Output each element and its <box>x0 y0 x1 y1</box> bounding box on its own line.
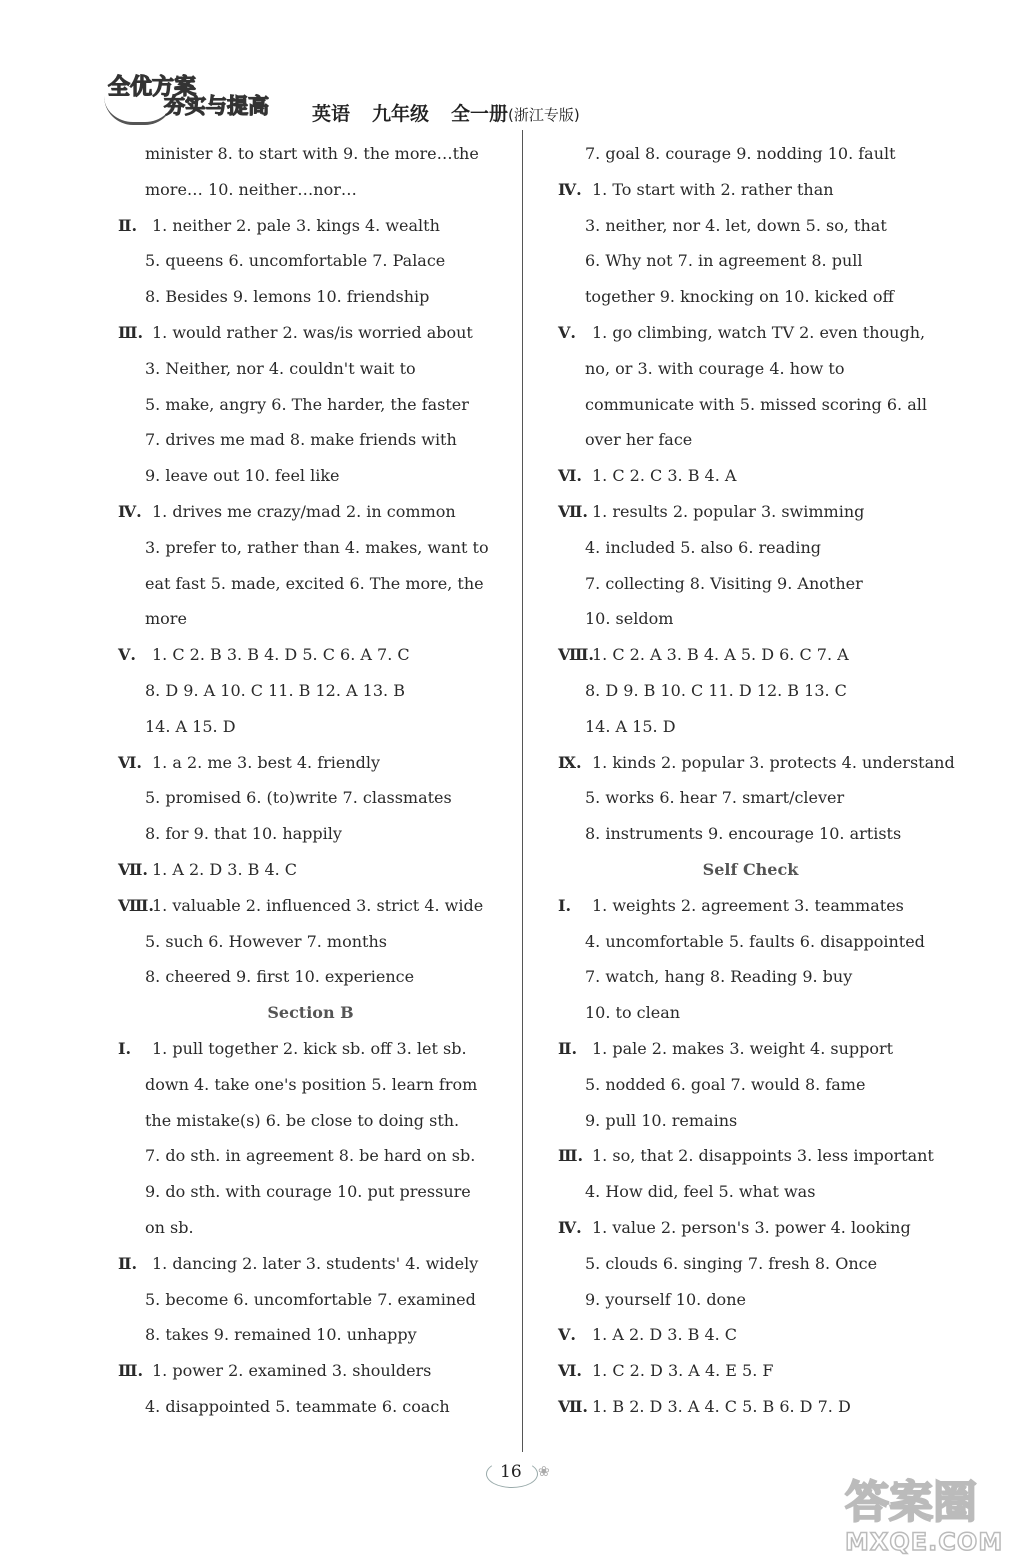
answer-line <box>548 1031 953 1067</box>
column-divider <box>522 130 523 1452</box>
answer-line <box>108 888 513 924</box>
answer-text: 1. results 2. popular 3. swimming <box>592 501 865 521</box>
answer-text: 8. D 9. A 10. C 11. B 12. A 13. B <box>145 680 405 700</box>
answer-text: 5. become 6. uncomfortable 7. examined <box>145 1289 476 1309</box>
roman-numeral: Ⅵ. <box>558 1361 582 1381</box>
answer-line <box>108 566 513 602</box>
answer-text: 4. uncomfortable 5. faults 6. disappointed <box>585 931 925 951</box>
answer-line <box>108 924 513 960</box>
answer-line <box>548 1210 953 1246</box>
answer-text: 1. C 2. A 3. B 4. A 5. D 6. C 7. A <box>592 645 849 665</box>
series-logo <box>104 66 286 124</box>
answer-line <box>548 780 953 816</box>
answer-line <box>548 637 953 673</box>
answer-line <box>108 1210 513 1246</box>
answer-text: 4. How did, feel 5. what was <box>585 1182 816 1202</box>
answer-text: 5. promised 6. (to)write 7. classmates <box>145 788 452 808</box>
answer-text: 1. A 2. D 3. B 4. C <box>152 859 298 879</box>
answer-text: 10. seldom <box>585 609 674 629</box>
answer-text: minister 8. to start with 9. the more…the <box>145 144 479 163</box>
answer-line <box>548 673 953 709</box>
answer-line <box>108 1067 513 1103</box>
answer-text: 1. weights 2. agreement 3. teammates <box>592 895 904 915</box>
answer-line <box>548 422 953 458</box>
answer-line <box>108 422 513 458</box>
watermark-logo-text: 答案圈 <box>845 1477 977 1528</box>
roman-numeral: Ⅷ. <box>118 895 154 915</box>
roman-numeral: Ⅰ. <box>118 1038 132 1058</box>
answer-text: 1. value 2. person's 3. power 4. looking <box>592 1217 911 1237</box>
volume-label: 全一册 <box>451 103 509 125</box>
answer-line <box>108 1138 513 1174</box>
answer-text: 1. To start with 2. rather than <box>592 179 834 199</box>
watermark-url: MXQE.COM <box>845 1528 1004 1556</box>
answer-text: 14. A 15. D <box>145 716 236 736</box>
answer-text: more… 10. neither…nor… <box>145 179 357 199</box>
answer-text: 1. would rather 2. was/is worried about <box>152 322 473 342</box>
answer-line <box>548 208 953 244</box>
roman-numeral: Ⅶ. <box>118 859 148 879</box>
answer-line <box>108 1389 513 1425</box>
roman-numeral: Ⅵ. <box>118 752 142 772</box>
roman-numeral: Ⅴ. <box>118 645 136 665</box>
answer-line <box>108 208 513 244</box>
roman-numeral: Ⅱ. <box>118 1253 138 1273</box>
answer-text: 1. a 2. me 3. best 4. friendly <box>152 752 381 772</box>
answer-line <box>108 1353 513 1389</box>
answer-line <box>548 709 953 745</box>
answer-text: 1. kinds 2. popular 3. protects 4. understand <box>592 752 955 772</box>
answer-text: 7. collecting 8. Visiting 9. Another <box>585 573 863 593</box>
answer-text: 7. do sth. in agreement 8. be hard on sb. <box>145 1146 476 1166</box>
answer-line <box>108 709 513 745</box>
answer-line <box>548 566 953 602</box>
roman-numeral: Ⅷ. <box>558 645 594 665</box>
answer-text: 8. takes 9. remained 10. unhappy <box>145 1325 417 1345</box>
answer-line <box>108 673 513 709</box>
roman-numeral: Ⅶ. <box>558 501 588 521</box>
answer-text: 3. prefer to, rather than 4. makes, want to <box>145 537 489 557</box>
answer-line <box>548 816 953 852</box>
roman-numeral: Ⅴ. <box>558 322 576 342</box>
answer-text: over her face <box>585 430 693 450</box>
roman-numeral: Ⅸ. <box>558 752 582 772</box>
answer-text: more <box>145 609 187 629</box>
answer-text: 10. to clean <box>585 1003 681 1023</box>
answer-line <box>108 136 513 172</box>
answer-text: 8. for 9. that 10. happily <box>145 824 342 844</box>
answer-text: 5. such 6. However 7. months <box>145 931 387 951</box>
answer-text: 1. dancing 2. later 3. students' 4. widely <box>152 1253 479 1273</box>
answer-text: 7. watch, hang 8. Reading 9. buy <box>585 967 853 987</box>
answer-text: 8. cheered 9. first 10. experience <box>145 967 415 987</box>
answer-line <box>108 530 513 566</box>
answer-line <box>108 172 513 208</box>
answer-text: 1. power 2. examined 3. shoulders <box>152 1361 432 1381</box>
answer-line <box>108 458 513 494</box>
answer-line <box>108 601 513 637</box>
answer-line <box>108 1031 513 1067</box>
answer-line <box>108 351 513 387</box>
answer-line <box>548 924 953 960</box>
answer-text: 9. pull 10. remains <box>585 1110 738 1130</box>
answer-text: down 4. take one's position 5. learn from <box>145 1074 478 1094</box>
answer-line <box>108 387 513 423</box>
answer-text: 4. included 5. also 6. reading <box>585 537 822 557</box>
answer-text: 1. neither 2. pale 3. kings 4. wealth <box>152 215 440 235</box>
answer-line <box>548 745 953 781</box>
answer-line <box>548 1138 953 1174</box>
answer-text: 5. clouds 6. singing 7. fresh 8. Once <box>585 1253 878 1273</box>
page-title <box>312 99 580 126</box>
answer-line <box>548 888 953 924</box>
answer-text: 1. C 2. B 3. B 4. D 5. C 6. A 7. C <box>152 645 410 665</box>
answer-text: 8. D 9. B 10. C 11. D 12. B 13. C <box>585 680 847 700</box>
subject-label: 英语 <box>312 103 351 125</box>
roman-numeral: Ⅶ. <box>558 1396 588 1416</box>
roman-numeral: Ⅳ. <box>558 1217 582 1237</box>
roman-numeral: Ⅱ. <box>558 1038 578 1058</box>
answer-line <box>548 1282 953 1318</box>
answer-text: 3. Neither, nor 4. couldn't wait to <box>145 358 416 378</box>
answer-text: 9. do sth. with courage 10. put pressure <box>145 1182 471 1202</box>
answer-text: 3. neither, nor 4. let, down 5. so, that <box>585 215 887 235</box>
answer-text: 1. A 2. D 3. B 4. C <box>592 1325 738 1345</box>
answer-text: 9. yourself 10. done <box>585 1289 746 1309</box>
answer-line <box>108 243 513 279</box>
answer-line <box>548 1174 953 1210</box>
answer-line <box>548 315 953 351</box>
answer-line <box>548 1317 953 1353</box>
logo-line-1: 全优方案 <box>108 75 197 100</box>
answer-text: 8. instruments 9. encourage 10. artists <box>585 824 902 844</box>
roman-numeral: Ⅲ. <box>118 1361 144 1381</box>
answer-text: 1. pale 2. makes 3. weight 4. support <box>592 1038 894 1058</box>
answer-line <box>548 387 953 423</box>
answer-text: 5. nodded 6. goal 7. would 8. fame <box>585 1074 866 1094</box>
answer-text: 1. go climbing, watch TV 2. even though, <box>592 322 926 342</box>
watermark <box>845 1466 1015 1562</box>
answer-text: Self Check <box>702 859 799 879</box>
answer-text: 1. B 2. D 3. A 4. C 5. B 6. D 7. D <box>592 1396 851 1416</box>
answer-line <box>548 279 953 315</box>
answer-line <box>548 1389 953 1425</box>
answer-line <box>108 1174 513 1210</box>
section-heading <box>108 995 513 1031</box>
answer-line <box>548 1353 953 1389</box>
answer-line <box>548 1067 953 1103</box>
answer-line <box>108 637 513 673</box>
answer-line <box>548 530 953 566</box>
answer-text: Section B <box>267 1003 354 1023</box>
section-heading <box>548 852 953 888</box>
answer-line <box>108 959 513 995</box>
answer-text: 7. drives me mad 8. make friends with <box>145 430 457 450</box>
left-column <box>108 136 513 1425</box>
answer-line <box>548 959 953 995</box>
answer-text: 1. C 2. C 3. B 4. A <box>592 466 737 486</box>
roman-numeral: Ⅱ. <box>118 215 138 235</box>
answer-line <box>548 172 953 208</box>
answer-text: no, or 3. with courage 4. how to <box>585 358 845 378</box>
page-footer <box>482 1456 572 1496</box>
roman-numeral: Ⅴ. <box>558 1325 576 1345</box>
roman-numeral: Ⅵ. <box>558 466 582 486</box>
roman-numeral: Ⅳ. <box>118 501 142 521</box>
page-header <box>0 0 1020 140</box>
answer-text: 1. valuable 2. influenced 3. strict 4. wide <box>152 895 484 915</box>
answer-text: 6. Why not 7. in agreement 8. pull <box>585 251 863 271</box>
answer-text: 14. A 15. D <box>585 716 676 736</box>
answer-text: 5. make, angry 6. The harder, the faster <box>145 394 469 414</box>
roman-numeral: Ⅳ. <box>558 179 582 199</box>
answer-text: 5. works 6. hear 7. smart/clever <box>585 788 845 808</box>
answer-line <box>548 601 953 637</box>
roman-numeral: Ⅲ. <box>118 322 144 342</box>
answer-line <box>108 1103 513 1139</box>
answer-text: 1. drives me crazy/mad 2. in common <box>152 501 456 521</box>
answer-line <box>108 494 513 530</box>
edition-label: (浙江专版) <box>508 106 580 124</box>
answer-text: 7. goal 8. courage 9. nodding 10. fault <box>585 144 896 163</box>
answer-line <box>108 852 513 888</box>
answer-line <box>108 780 513 816</box>
flower-icon: ❀ <box>538 1464 550 1480</box>
answer-line <box>108 1282 513 1318</box>
answer-text: eat fast 5. made, excited 6. The more, the <box>145 573 484 593</box>
answer-text: 5. queens 6. uncomfortable 7. Palace <box>145 251 446 271</box>
answer-line <box>548 458 953 494</box>
answer-text: the mistake(s) 6. be close to doing sth. <box>145 1110 460 1130</box>
answer-line <box>548 136 953 172</box>
answer-line <box>108 279 513 315</box>
page-number: 16 <box>500 1462 522 1482</box>
answer-text: 1. pull together 2. kick sb. off 3. let sb. <box>152 1038 467 1058</box>
answer-line <box>548 1246 953 1282</box>
answer-text: 4. disappointed 5. teammate 6. coach <box>145 1396 450 1416</box>
answer-line <box>108 745 513 781</box>
answer-line <box>108 1317 513 1353</box>
answer-line <box>548 243 953 279</box>
right-column <box>548 136 953 1425</box>
answer-line <box>548 995 953 1031</box>
answer-text: 9. leave out 10. feel like <box>145 466 340 486</box>
answer-text: on sb. <box>145 1217 194 1237</box>
answer-line <box>548 494 953 530</box>
answer-line <box>108 315 513 351</box>
answer-text: communicate with 5. missed scoring 6. all <box>585 394 927 414</box>
answer-line <box>548 1103 953 1139</box>
grade-label: 九年级 <box>372 103 430 125</box>
answer-line <box>108 1246 513 1282</box>
answer-text: 1. C 2. D 3. A 4. E 5. F <box>592 1361 774 1381</box>
answer-text: together 9. knocking on 10. kicked off <box>585 287 894 307</box>
roman-numeral: Ⅲ. <box>558 1146 584 1166</box>
logo-line-2: 夯实与提高 <box>164 94 269 118</box>
answer-text: 8. Besides 9. lemons 10. friendship <box>145 287 430 307</box>
answer-text: 1. so, that 2. disappoints 3. less important <box>592 1146 934 1166</box>
roman-numeral: Ⅰ. <box>558 895 572 915</box>
answer-line <box>108 816 513 852</box>
answer-line <box>548 351 953 387</box>
